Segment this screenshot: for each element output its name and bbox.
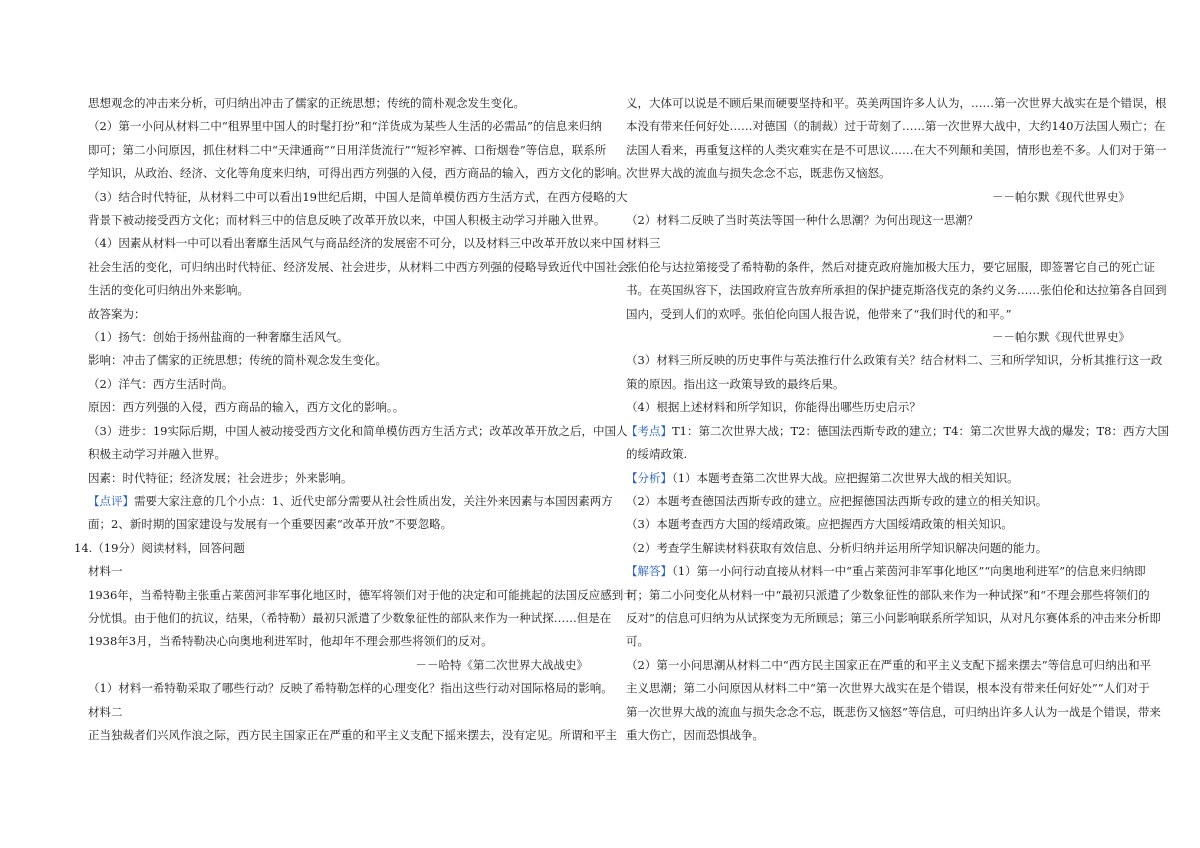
text-line <box>88 92 588 115</box>
text-line <box>88 607 612 630</box>
text-line <box>626 724 1130 747</box>
section-tag: 【解答】 <box>626 564 672 579</box>
text-line <box>88 326 588 349</box>
line-text: 因素：时代特征；经济发展；社会进步；外来影响。 <box>88 470 353 485</box>
line-text: （3）结合时代特征，从材料二中可以看出19世纪后期，中国人是简单模仿西方生活方式，在西方侵略的大 <box>88 189 628 204</box>
text-line <box>626 279 1167 302</box>
line-text: （4）因素从材料一中可以看出奢靡生活风气与商品经济的发展密不可分，以及材料三中改革开放以来中国 <box>88 236 625 251</box>
text-line <box>88 209 606 232</box>
line-text: （2）第一小问思潮从材料二中“西方民主国家正在严重的和平主义支配下摇来摆去”等信息可归纳出和平 <box>626 657 1152 672</box>
section-tag: 【点评】 <box>88 493 134 508</box>
text-line <box>88 443 588 466</box>
line-text: －－帕尔默《现代世界史》 <box>992 330 1130 345</box>
line-text: （3）进步：19实际后期，中国人被动接受西方文化和简单模仿西方生活方式；改革改革开放之后，中国人 <box>88 423 628 438</box>
text-line <box>626 607 1161 630</box>
text-line <box>88 256 629 279</box>
line-text: 生活的变化可归纳出外来影响。 <box>88 283 249 298</box>
text-line <box>88 115 602 138</box>
text-line <box>74 537 588 560</box>
text-line <box>626 490 1130 513</box>
line-text: T1：第二次世界大战；T2：德国法西斯专政的建立；T4：第二次世界大战的爆发；T8：西方大国 <box>672 423 1169 438</box>
text-line <box>626 162 1130 185</box>
line-text: 义，大体可以说是不顾后果而硬要坚持和平。英美两国许多人认为，……第一次世界大战实在是个错误，根 <box>626 96 1167 110</box>
line-text: 本没有带来任何好处……对德国（的制裁）过于苛刻了……第一次世界大战中，大约140万法国人殒亡；在 <box>626 119 1166 134</box>
text-line <box>88 677 613 700</box>
line-text: （2）第一小问从材料二中“租界里中国人的时髦打扮”和“洋货成为某些人生活的必需品”的信息来归纳 <box>88 119 602 134</box>
line-text: 材料一 <box>88 564 123 579</box>
line-text: 面；2、新时期的国家建设与发展有一个重要因素“改革开放”不要忽略。 <box>88 517 453 532</box>
line-text: （19分）阅读材料，回答问题 <box>92 540 245 555</box>
line-text: （2）本题考查德国法西斯专政的建立。应把握德国法西斯专政的建立的相关知识。 <box>626 493 1048 508</box>
text-line <box>88 490 613 513</box>
line-text: 影响：冲击了儒家的正统思想；传统的简朴观念发生变化。 <box>88 353 387 368</box>
text-line <box>88 467 588 490</box>
line-text: 国内，受到人们的欢呼。张伯伦向国人报告说，他带来了“我们时代的和平。” <box>626 306 1012 321</box>
line-text: 材料二 <box>88 704 123 719</box>
text-line <box>88 139 607 162</box>
text-line <box>88 701 588 724</box>
line-text: 原因：西方列强的入侵，西方商品的输入，西方文化的影响。。 <box>88 400 405 415</box>
line-text: （2）考查学生解读材料获取有效信息、分析归纳并运用所学知识解决问题的能力。 <box>626 540 1048 555</box>
text-line <box>626 115 1166 138</box>
text-line <box>88 279 588 302</box>
line-text: （1）本题考查第二次世界大战。应把握第二次世界大战的相关知识。 <box>672 470 1019 485</box>
citation-line <box>88 654 588 677</box>
text-line <box>88 420 628 443</box>
line-text: 正当独裁者们兴风作浪之际，西方民主国家正在严重的和平主义支配下摇来摆去，没有定见。所谓和平主 <box>88 727 617 742</box>
text-line <box>626 256 1155 279</box>
text-line <box>626 677 1150 700</box>
line-text: 1936年，当希特勒主张重占莱茵河非军事化地区时，德军将领们对于他的决定和可能挑起的法国反应感到十 <box>88 587 635 602</box>
text-line <box>626 584 1150 607</box>
text-line <box>626 654 1152 677</box>
text-line <box>626 396 1130 419</box>
text-line <box>626 701 1161 724</box>
line-text: 书。在英国纵容下，法国政府宣告放弃所承担的保护捷克斯洛伐克的条约义务……张伯伦和达拉第各自回到 <box>626 283 1167 298</box>
text-line <box>626 209 1130 232</box>
text-line <box>626 420 1169 443</box>
text-line <box>626 373 1130 396</box>
line-text: 重大伤亡，因而恐惧战争。 <box>626 727 764 742</box>
line-text: 的绥靖政策. <box>626 447 688 462</box>
text-line <box>626 443 1130 466</box>
line-text: 学知识，从政治、经济、文化等角度来归纳，可得出西方列强的入侵，西方商品的输入，西方文化的影响。 <box>88 166 629 181</box>
line-text: 分忧惧。由于他们的抗议，结果，（希特勒）最初只派遣了少数象征性的部队来作为一种试探……但是在 <box>88 610 612 625</box>
section-tag: 【考点】 <box>626 423 672 438</box>
line-text: 主义思潮；第二小问原因从材料二中“第一次世界大战实在是个错误，根本没有带来任何好处”“人们对于 <box>626 681 1150 696</box>
line-text: （3）本题考查西方大国的绥靖政策。应把握西方大国绥靖政策的相关知识。 <box>626 517 1013 532</box>
section-tag: 【分析】 <box>626 470 672 485</box>
text-line <box>88 162 629 185</box>
line-text: 策的原因。指出这一政策导致的最终后果。 <box>626 376 845 391</box>
text-line <box>626 560 1146 583</box>
line-text: 社会生活的变化，可归纳出时代特征、经济发展、社会进步，从材料二中西方列强的侵略导致近代中国社会 <box>88 259 629 274</box>
text-line <box>88 513 588 536</box>
line-text: 第一次世界大战的流血与损失念念不忘，既悲伤又恼怒”等信息，可归纳出许多人认为一战是个错误，带来 <box>626 704 1161 719</box>
text-line <box>626 630 1130 653</box>
citation-line <box>626 326 1130 349</box>
text-line <box>626 303 1130 326</box>
text-line <box>88 584 635 607</box>
text-line <box>88 186 628 209</box>
text-line <box>88 303 588 326</box>
line-text: （2）材料二反映了当时英法等国一种什么思潮？为何出现这一思潮？ <box>626 213 979 228</box>
line-text: 反对”的信息可归纳为从试探变为无所顾忌；第三小问影响联系所学知识，从对凡尔赛体系的冲击来分析即 <box>626 610 1161 625</box>
text-line <box>626 139 1167 162</box>
text-line <box>626 513 1130 536</box>
text-line <box>88 560 588 583</box>
line-text: 次世界大战的流血与损失念念不忘，既悲伤又恼怒。 <box>626 166 891 181</box>
text-line <box>626 92 1167 115</box>
line-text: （1）第一小问行动直接从材料一中“重占莱茵河非军事化地区”“向奥地利进军”的信息来归纳即 <box>672 564 1146 579</box>
line-text: 法国人看来，再重复这样的人类灾难实在是不可思议……在大不列颠和美国，情形也差不多。人们对于第一 <box>626 142 1167 157</box>
left-column <box>74 92 635 747</box>
line-text: 积极主动学习并融入世界。 <box>88 447 226 462</box>
line-text: 即可；第二小问原因，抓住材料二中“天津通商”“日用洋货流行”“短衫窄裤、口衔烟卷”等信息，联系所 <box>88 142 607 157</box>
text-line <box>626 537 1130 560</box>
citation-line <box>626 186 1130 209</box>
line-text: （2）洋气：西方生活时尚。 <box>88 376 234 391</box>
line-text: 可。 <box>626 634 649 649</box>
text-line <box>626 232 1130 255</box>
line-text: 张伯伦与达拉第接受了希特勒的条件，然后对捷克政府施加极大压力，要它屈服，即签署它自己的死亡证 <box>626 259 1155 274</box>
line-text: （4）根据上述材料和所学知识，你能得出哪些历史启示？ <box>626 400 921 415</box>
text-line <box>88 630 588 653</box>
line-text: （1）材料一希特勒采取了哪些行动？反映了希特勒怎样的心理变化？指出这些行动对国际格局的影响。 <box>88 681 613 696</box>
line-text: 故答案为： <box>88 306 146 321</box>
line-text: 1938年3月，当希特勒决心向奥地利进军时，他却年不理会那些将领们的反对。 <box>88 634 493 649</box>
right-column <box>626 92 1169 747</box>
line-text: （3）材料三所反映的历史事件与英法推行什么政策有关？结合材料二、三和所学知识，分析其推行这一政 <box>626 353 1163 368</box>
line-text: －－哈特《第二次世界大战战史》 <box>415 657 588 672</box>
line-text: －－帕尔默《现代世界史》 <box>992 189 1130 204</box>
line-text: 思想观念的冲击来分析，可归纳出冲击了儒家的正统思想；传统的简朴观念发生变化。 <box>88 96 525 110</box>
line-text: 材料三 <box>626 236 661 251</box>
line-text: 需要大家注意的几个小点：1、近代史部分需要从社会性质出发，关注外来因素与本国因素两方 <box>134 493 613 508</box>
text-line <box>626 467 1130 490</box>
line-text: （1）扬气：创始于扬州盐商的一种奢靡生活风气。 <box>88 330 349 345</box>
line-text: 背景下被动接受西方文化；而材料三中的信息反映了改革开放以来，中国人积极主动学习并融入世界。 <box>88 213 606 228</box>
text-line <box>88 724 617 747</box>
line-text: 可；第二小问变化从材料一中“最初只派遣了少数象征性的部队来作为一种试探”和“不理会那些将领们的 <box>626 587 1150 602</box>
question-number: 14. <box>74 540 93 555</box>
text-line <box>626 349 1163 372</box>
text-line <box>88 373 588 396</box>
text-line <box>88 232 625 255</box>
text-line <box>88 349 588 372</box>
text-line <box>88 396 588 419</box>
